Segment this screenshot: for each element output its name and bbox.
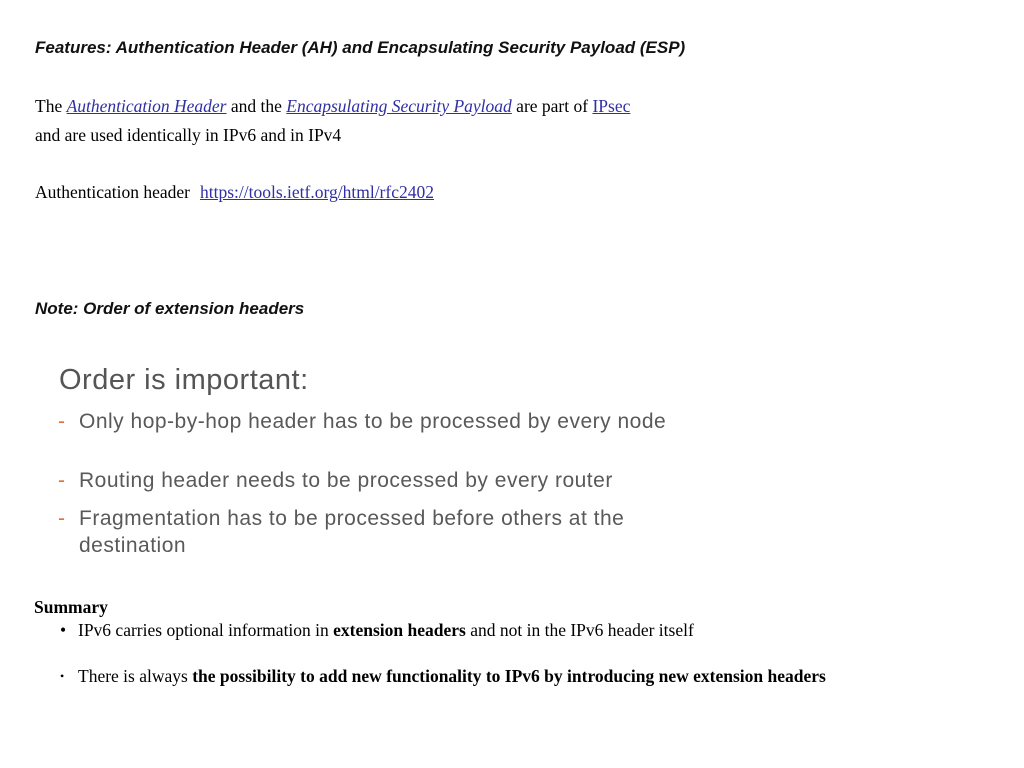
summary-text-pre: There is always [78,666,193,686]
authentication-header-link[interactable]: Authentication Header [66,96,227,116]
rfc-line [35,178,434,207]
summary-heading: Summary [34,597,108,617]
summary-text-pre: IPv6 carries optional information in [78,620,334,640]
slide-title: Order is important: [59,364,309,396]
note-heading: Note: Order of extension headers [35,299,305,318]
bullet-icon: • [60,669,65,683]
page-title: Features: Authentication Header (AH) and Encapsulating Security Payload (ESP) [35,38,686,57]
intro-text-line2: and are used identically in IPv6 and in IPv4 [35,125,342,145]
summary-item-extension-headers [60,620,694,641]
slide-bullet-hop-by-hop [58,408,704,435]
dash-bullet-icon: - [58,469,66,492]
summary-text-post: and not in the IPv6 header itself [465,620,694,640]
intro-text-seg3: are part of [511,96,593,116]
ipsec-link[interactable]: IPsec [592,96,631,116]
rfc2402-link[interactable]: https://tools.ietf.org/html/rfc2402 [200,182,434,202]
summary-item-text [78,666,826,687]
summary-text-bold: the possibility to add new functionality to IPv6 by introducing new extension headers [192,666,826,686]
bullet-icon: • [60,620,67,640]
esp-link[interactable]: Encapsulating Security Payload [286,96,512,116]
intro-text-seg2: and the [226,96,287,116]
slide-image [58,362,738,557]
slide-bullet-routing [58,467,704,494]
summary-text-bold: extension headers [333,620,466,640]
rfc-line-label: Authentication header [35,182,191,202]
dash-bullet-icon: - [58,507,66,530]
slide-bullet-fragmentation [58,505,704,559]
slide-bullet-text: Only hop-by-hop header has to be processed by every node [79,410,667,433]
slide-bullet-text: Fragmentation has to be processed before others at the destination [79,507,625,557]
summary-item-text [78,620,694,641]
summary-item-new-functionality [60,666,826,687]
slide-bullet-text: Routing header needs to be processed by every router [79,469,613,492]
intro-text-seg1: The [35,96,67,116]
dash-bullet-icon: - [58,410,66,433]
intro-paragraph [35,92,675,150]
